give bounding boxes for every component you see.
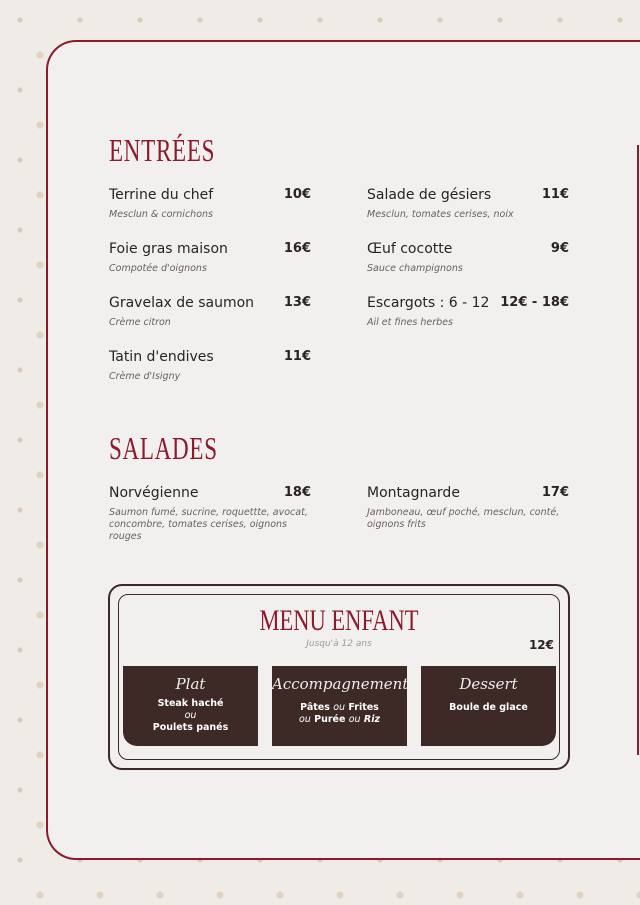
item-description: Crème d'Isigny xyxy=(109,371,181,382)
kids-price: 12€ xyxy=(528,638,554,652)
accomp-option: Riz xyxy=(363,714,381,725)
accomp-option: Purée xyxy=(314,714,346,725)
item-name: Terrine du chef xyxy=(109,187,214,203)
item-name: Norvégienne xyxy=(109,485,199,501)
item-price: 18€ xyxy=(283,485,311,500)
item-price: 10€ xyxy=(283,187,311,202)
item-name: Salade de gésiers xyxy=(367,187,492,203)
accomp-option: Frites xyxy=(348,702,379,713)
plat-option: Poulets panés xyxy=(152,722,229,733)
menu-item xyxy=(109,295,311,329)
menu-item xyxy=(367,241,569,275)
item-name: Tatin d'endives xyxy=(109,349,214,365)
item-name: Œuf cocotte xyxy=(367,241,453,257)
item-name: Gravelax de saumon xyxy=(109,295,255,311)
item-name: Escargots : 6 - 12 xyxy=(367,295,490,311)
kids-subtitle: Jusqu'à 12 ans xyxy=(306,639,372,649)
item-price: 13€ xyxy=(283,295,311,310)
kids-dessert xyxy=(421,666,556,746)
or: ou xyxy=(348,714,361,725)
or: ou xyxy=(298,714,311,725)
menu-item xyxy=(109,485,311,543)
item-description: Jamboneau, œuf poché, mesclun, conté, oignons frits xyxy=(367,507,560,530)
item-name: Montagnarde xyxy=(367,485,460,501)
accomp-option: Pâtes xyxy=(300,702,330,713)
item-description: Mesclun & cornichons xyxy=(109,209,213,220)
accomp-title: Accompagnement xyxy=(272,675,409,693)
plat-option: Steak haché xyxy=(157,698,224,709)
item-description: Ail et fines herbes xyxy=(367,317,453,328)
kids-title: MENU ENFANT xyxy=(259,604,419,637)
divider xyxy=(637,145,639,755)
or: ou xyxy=(184,710,197,721)
plat-title: Plat xyxy=(175,675,206,693)
item-price: 9€ xyxy=(550,241,569,256)
item-price: 11€ xyxy=(541,187,569,202)
kids-plat xyxy=(123,666,258,746)
menu-item xyxy=(109,349,311,383)
item-description: Sauce champignons xyxy=(367,263,463,274)
item-name: Foie gras maison xyxy=(109,241,228,257)
dessert-option: Boule de glace xyxy=(449,702,528,713)
item-price: 12€ - 18€ xyxy=(500,295,569,310)
kids-accompagnement xyxy=(272,666,407,746)
menu-item xyxy=(109,187,311,221)
menu-item xyxy=(109,241,311,275)
dessert-title: Dessert xyxy=(459,675,518,693)
or: ou xyxy=(333,702,346,713)
item-description: Saumon fumé, sucrine, roquettte, avocat, concombre, tomates cerises, oignons rouges xyxy=(109,507,308,542)
menu-item xyxy=(367,485,569,531)
item-description: Crème citron xyxy=(109,317,171,328)
item-description: Mesclun, tomates cerises, noix xyxy=(367,209,514,220)
item-price: 16€ xyxy=(283,241,311,256)
kids-menu xyxy=(108,584,570,770)
item-price: 17€ xyxy=(541,485,569,500)
menu-item xyxy=(367,295,569,329)
item-price: 11€ xyxy=(283,349,311,364)
menu-item xyxy=(367,187,569,221)
section-title-salades: SALADES xyxy=(109,430,218,466)
item-description: Compotée d'oignons xyxy=(109,263,207,274)
section-title-entrees: ENTRÉES xyxy=(109,132,216,168)
